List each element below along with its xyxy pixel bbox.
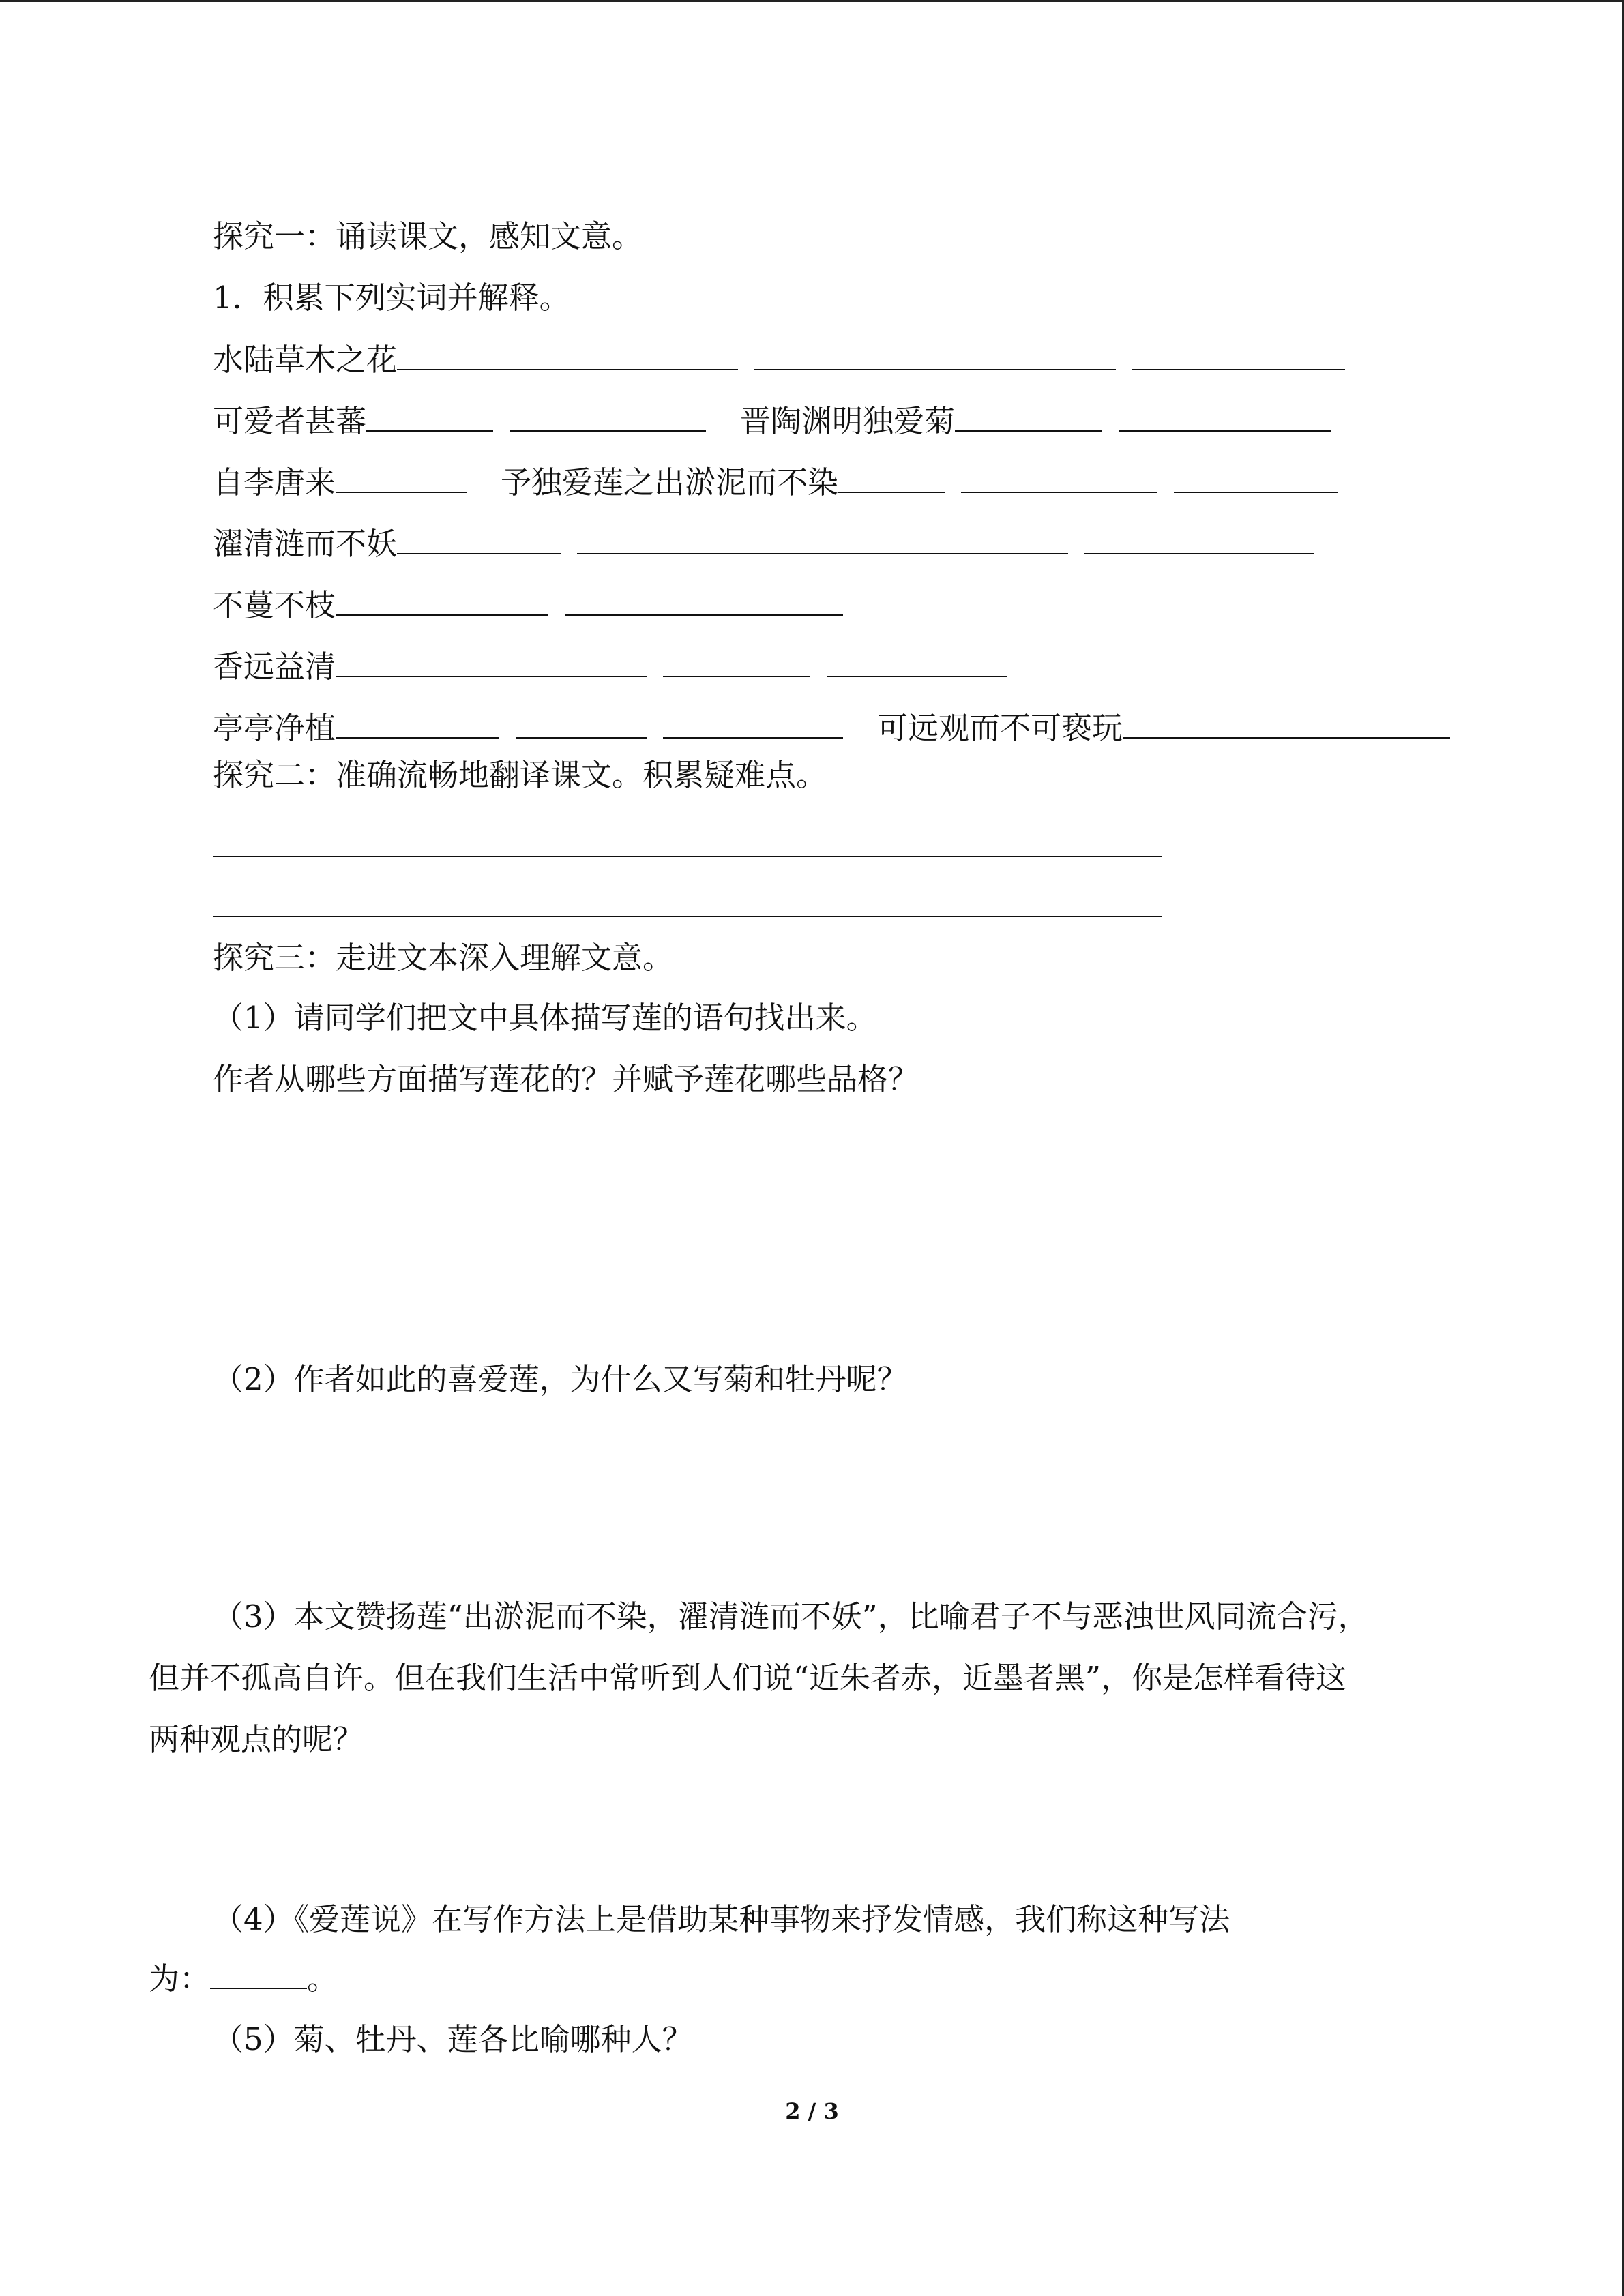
- question-3-1: （1）请同学们把文中具体描写莲的语句找出来。: [213, 1000, 877, 1036]
- answer-blank[interactable]: [510, 400, 706, 432]
- vocab-term: 自李唐来: [213, 464, 336, 501]
- vocab-term: 不蔓不枝: [213, 587, 336, 623]
- answer-blank[interactable]: [577, 523, 1068, 554]
- vocab-row-6: [213, 646, 1007, 687]
- answer-blank[interactable]: [1123, 707, 1450, 739]
- question-3-2: （2）作者如此的喜爱莲，为什么又写菊和牡丹呢？: [213, 1361, 908, 1397]
- translation-answer-line[interactable]: [213, 916, 1162, 917]
- vocab-term: 晋陶渊明独爱菊: [740, 403, 956, 439]
- vocab-term: 可远观而不可亵玩: [877, 710, 1123, 746]
- answer-blank[interactable]: [827, 646, 1007, 677]
- answer-blank[interactable]: [754, 339, 1116, 370]
- question-3-4-line1: （4）《爱莲说》在写作方法上是借助某种事物来抒发情感，我们称这种写法: [213, 1901, 1230, 1937]
- section2-title: 探究二：准确流畅地翻译课文。积累疑难点。: [213, 757, 827, 793]
- answer-blank[interactable]: [663, 646, 810, 677]
- question-3-4-line2: 为： 。: [149, 1958, 338, 1999]
- vocab-term: 亭亭净植: [213, 710, 336, 746]
- vocab-term: 濯清涟而不妖: [213, 526, 398, 562]
- answer-blank[interactable]: [336, 462, 467, 493]
- vocab-row-3: [213, 462, 1338, 503]
- answer-blank[interactable]: [1174, 462, 1338, 493]
- answer-blank[interactable]: [565, 584, 843, 616]
- answer-blank[interactable]: [663, 707, 843, 739]
- section3-title: 探究三：走进文本深入理解文意。: [213, 940, 674, 976]
- vocab-row-7: [213, 707, 1450, 749]
- answer-blank[interactable]: [516, 707, 647, 739]
- vocab-term: 香远益清: [213, 648, 336, 685]
- question-3-3-line3: 两种观点的呢？: [149, 1721, 364, 1757]
- question-3-3-line1: （3）本文赞扬莲“出淤泥而不染，濯清涟而不妖”，比喻君子不与恶浊世风同流合污，: [213, 1598, 1369, 1635]
- answer-blank[interactable]: [366, 400, 493, 432]
- vocab-term: 予独爱莲之出淤泥而不染: [501, 464, 839, 501]
- answer-blank[interactable]: [397, 523, 561, 554]
- page-number: 2 / 3: [785, 2098, 839, 2124]
- answer-blank[interactable]: [955, 400, 1102, 432]
- answer-blank[interactable]: [336, 646, 647, 677]
- answer-blank[interactable]: [210, 1958, 307, 1989]
- answer-blank[interactable]: [1119, 400, 1331, 432]
- question-3-1-followup: 作者从哪些方面描写莲花的？并赋予莲花哪些品格？: [213, 1061, 919, 1097]
- answer-blank[interactable]: [1084, 523, 1314, 554]
- answer-blank[interactable]: [961, 462, 1157, 493]
- vocab-row-1: [213, 339, 1345, 381]
- question-3-3-line2: 但并不孤高自许。但在我们生活中常听到人们说“近朱者赤，近墨者黑”，你是怎样看待这: [149, 1660, 1347, 1696]
- answer-blank[interactable]: [336, 584, 548, 616]
- answer-blank[interactable]: [336, 707, 499, 739]
- question-3-5: （5）菊、牡丹、莲各比喻哪种人？: [213, 2021, 693, 2057]
- translation-answer-line[interactable]: [213, 856, 1162, 857]
- section1-title: 探究一：诵读课文，感知文意。: [213, 218, 643, 254]
- answer-blank[interactable]: [838, 462, 945, 493]
- vocab-row-5: [213, 584, 843, 626]
- vocab-term: 可爱者甚蕃: [213, 403, 367, 439]
- answer-blank[interactable]: [397, 339, 738, 370]
- vocab-row-2: [213, 400, 1331, 442]
- question-1-heading: 1．积累下列实词并解释。: [213, 280, 570, 316]
- answer-blank[interactable]: [1132, 339, 1345, 370]
- vocab-row-4: [213, 523, 1314, 565]
- vocab-term: 水陆草木之花: [213, 342, 398, 378]
